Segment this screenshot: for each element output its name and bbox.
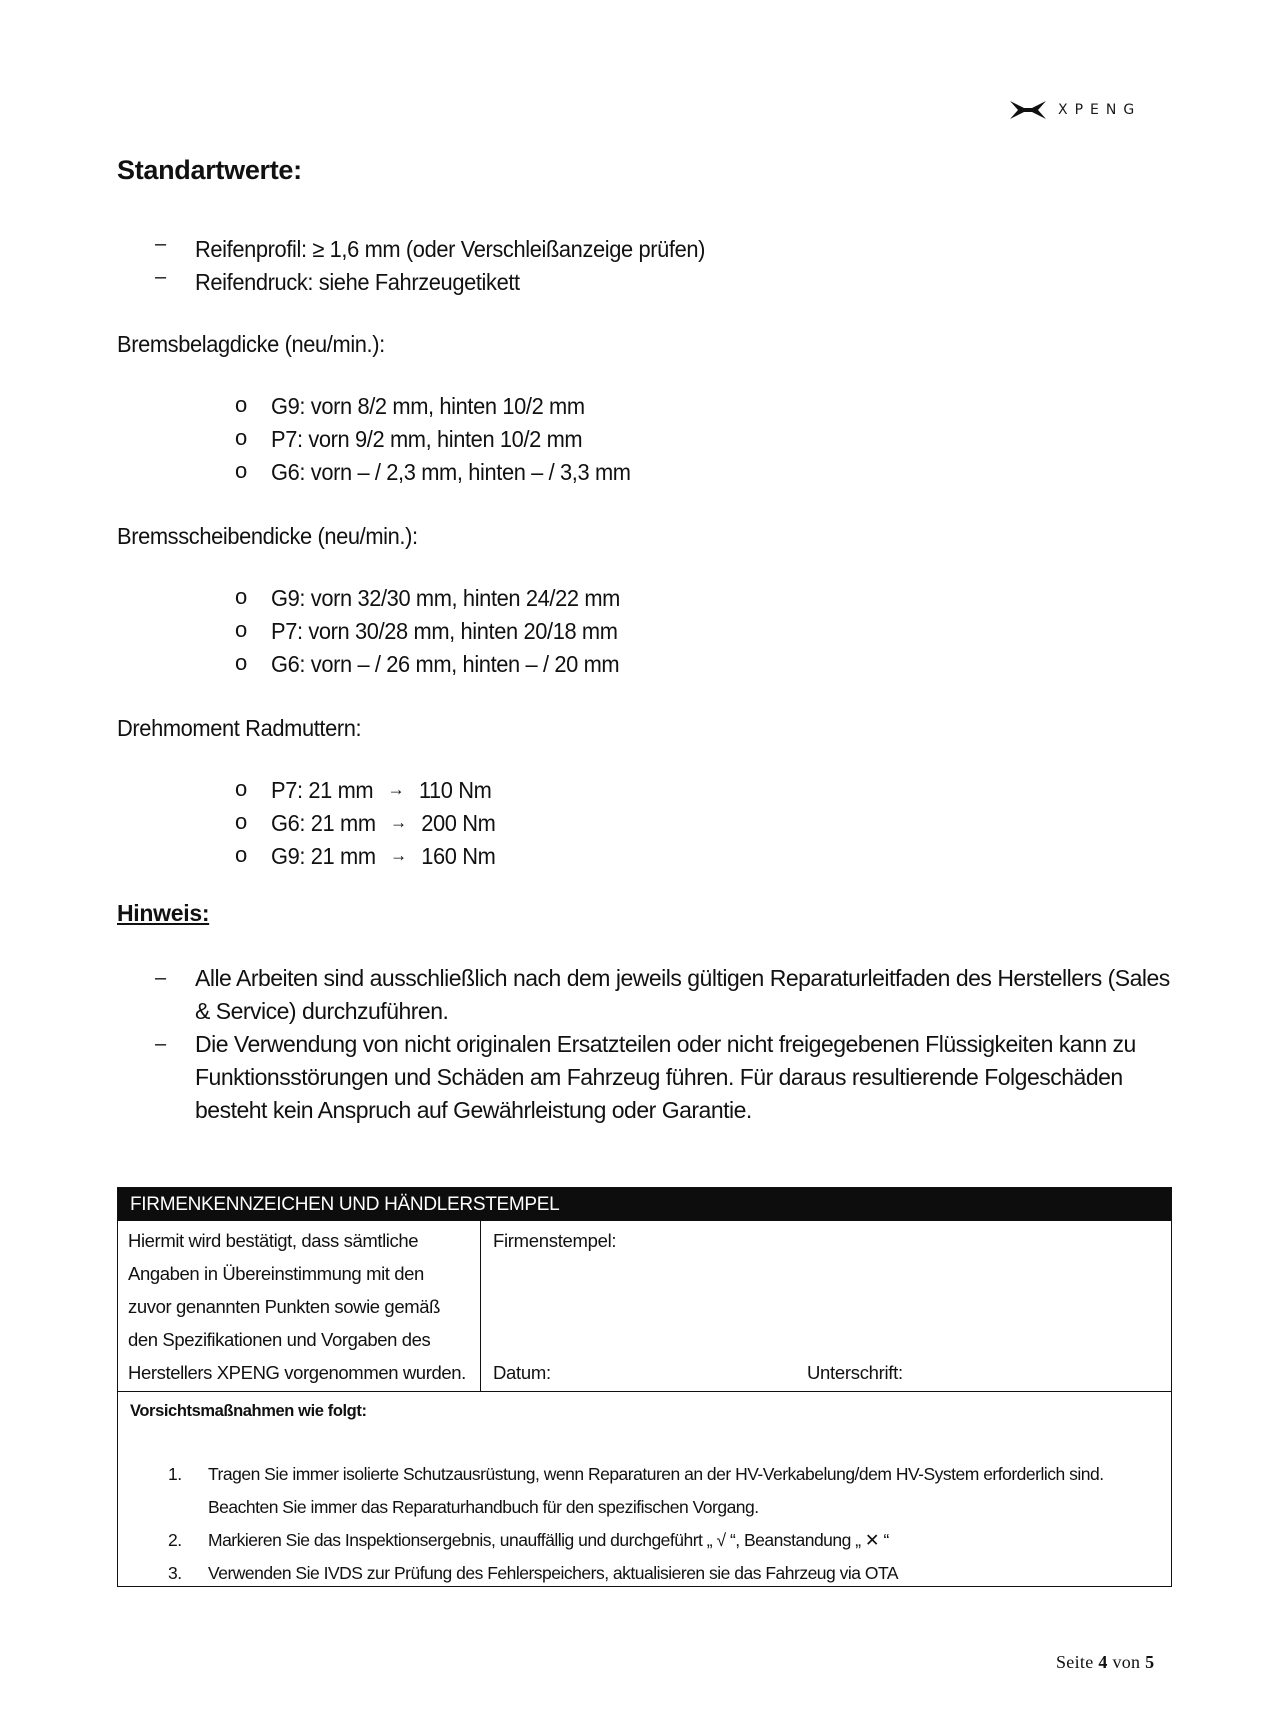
list-item-text: Markieren Sie das Inspektionsergebnis, unauffällig und durchgeführt „ √ “, Beanstandung „ ✕ “ <box>208 1530 889 1550</box>
circle-bullet: o <box>235 392 248 417</box>
precautions-cell <box>118 1392 1171 1586</box>
list-item-text <box>271 807 495 842</box>
xpeng-logo <box>1010 98 1141 122</box>
list-item-text: P7: vorn 30/28 mm, hinten 20/18 mm <box>271 618 618 644</box>
page-number <box>1056 1652 1154 1673</box>
list-item-text: G6: vorn – / 26 mm, hinten – / 20 mm <box>271 651 620 677</box>
list-item <box>168 1458 1158 1524</box>
circle-bullet: o <box>235 842 248 867</box>
list-item <box>168 1557 1158 1590</box>
confirmation-line: Hiermit wird bestätigt, dass sämtliche <box>128 1230 419 1251</box>
list-item-text: G6: vorn – / 2,3 mm, hinten – / 3,3 mm <box>271 459 631 485</box>
torque-value: 110 Nm <box>418 777 492 803</box>
dash-bullet: – <box>155 266 167 288</box>
dash-bullet: – <box>155 967 166 989</box>
table-row <box>118 1221 1171 1392</box>
list-item-text: Reifenprofil: ≥ 1,6 mm (oder Verschleißanzeige prüfen) <box>195 236 706 262</box>
list-number: 1. <box>168 1464 182 1484</box>
torque-model: G6: 21 mm <box>271 810 376 836</box>
list-item-text: P7: vorn 9/2 mm, hinten 10/2 mm <box>271 426 583 452</box>
confirmation-line: zuvor genannten Punkten sowie gemäß <box>128 1296 441 1317</box>
stamp-cell[interactable] <box>481 1221 1171 1391</box>
confirmation-line: Herstellers XPENG vorgenommen wurden. <box>128 1362 466 1383</box>
list-item <box>155 962 1175 1028</box>
confirmation-line: den Spezifikationen und Vorgaben des <box>128 1329 431 1350</box>
list-item <box>155 1028 1175 1127</box>
torque-value: 160 Nm <box>421 843 496 869</box>
page-current: 4 <box>1098 1652 1108 1672</box>
list-item-text: G9: vorn 8/2 mm, hinten 10/2 mm <box>271 393 585 419</box>
torque-value: 200 Nm <box>421 810 496 836</box>
brake-pad-label: Bremsbelagdicke (neu/min.): <box>117 331 385 357</box>
date-label: Datum: <box>493 1362 551 1383</box>
circle-bullet: o <box>235 617 248 642</box>
circle-bullet: o <box>235 650 248 675</box>
list-number: 2. <box>168 1530 182 1550</box>
precautions-list <box>168 1458 1158 1590</box>
list-item-text <box>271 774 491 809</box>
list-item-text: Verwenden Sie IVDS zur Prüfung des Fehlerspeichers, aktualisieren sie das Fahrzeug via OTA <box>208 1563 899 1583</box>
torque-model: G9: 21 mm <box>271 843 376 869</box>
page-total: 5 <box>1145 1652 1155 1672</box>
list-item-text: G9: vorn 32/30 mm, hinten 24/22 mm <box>271 585 621 611</box>
circle-bullet: o <box>235 425 248 450</box>
confirmation-cell <box>118 1221 481 1391</box>
notice-title: Hinweis: <box>117 900 210 926</box>
signature-label: Unterschrift: <box>807 1362 903 1383</box>
dash-bullet: – <box>155 233 167 255</box>
arrow-right-icon: → <box>387 779 405 799</box>
arrow-right-icon: → <box>390 812 407 832</box>
list-item-text: Die Verwendung von nicht originalen Ersatzteilen oder nicht freigegebenen Flüssigkeiten kann zu Funktionsstörungen und Schäden am Fahrzeug führen. Für daraus resultierende Folgeschäden besteht kein Anspruch auf Gewährleistung oder Garantie. <box>195 1031 1136 1123</box>
circle-bullet: o <box>235 809 248 834</box>
table-header: FIRMENKENNZEICHEN UND HÄNDLERSTEMPEL <box>118 1188 1171 1221</box>
circle-bullet: o <box>235 584 248 609</box>
list-item-text: Alle Arbeiten sind ausschließlich nach dem jeweils gültigen Reparaturleitfaden des Herstellers (Sales & Service) durchzuführen. <box>195 965 1170 1024</box>
list-item <box>168 1524 1158 1557</box>
torque-label: Drehmoment Radmuttern: <box>117 715 362 741</box>
circle-bullet: o <box>235 776 248 801</box>
precautions-title: Vorsichtsmaßnahmen wie folgt: <box>130 1402 367 1420</box>
arrow-right-icon: → <box>390 845 407 865</box>
page-word: Seite <box>1056 1652 1094 1672</box>
xpeng-x-icon <box>1010 101 1046 119</box>
notice-list <box>155 962 1175 1127</box>
circle-bullet: o <box>235 458 248 483</box>
list-item-text: Tragen Sie immer isolierte Schutzausrüstung, wenn Reparaturen an der HV-Verkabelung/dem HV-System erforderlich sind. Beachten Sie immer das Reparaturhandbuch für den spezifischen Vorgang. <box>208 1464 1104 1517</box>
brake-disc-label: Bremsscheibendicke (neu/min.): <box>117 523 418 549</box>
company-stamp-label: Firmenstempel: <box>493 1230 617 1251</box>
list-item-text: Reifendruck: siehe Fahrzeugetikett <box>195 269 520 295</box>
list-item-text <box>271 840 495 875</box>
dash-bullet: – <box>155 1033 166 1055</box>
confirmation-line: Angaben in Übereinstimmung mit den <box>128 1263 424 1284</box>
section-title-standard-values: Standartwerte: <box>117 155 302 185</box>
list-number: 3. <box>168 1563 182 1583</box>
dealer-stamp-table <box>117 1187 1172 1587</box>
torque-model: P7: 21 mm <box>271 777 374 803</box>
of-word: von <box>1112 1652 1141 1672</box>
logo-text: XPENG <box>1058 102 1142 118</box>
